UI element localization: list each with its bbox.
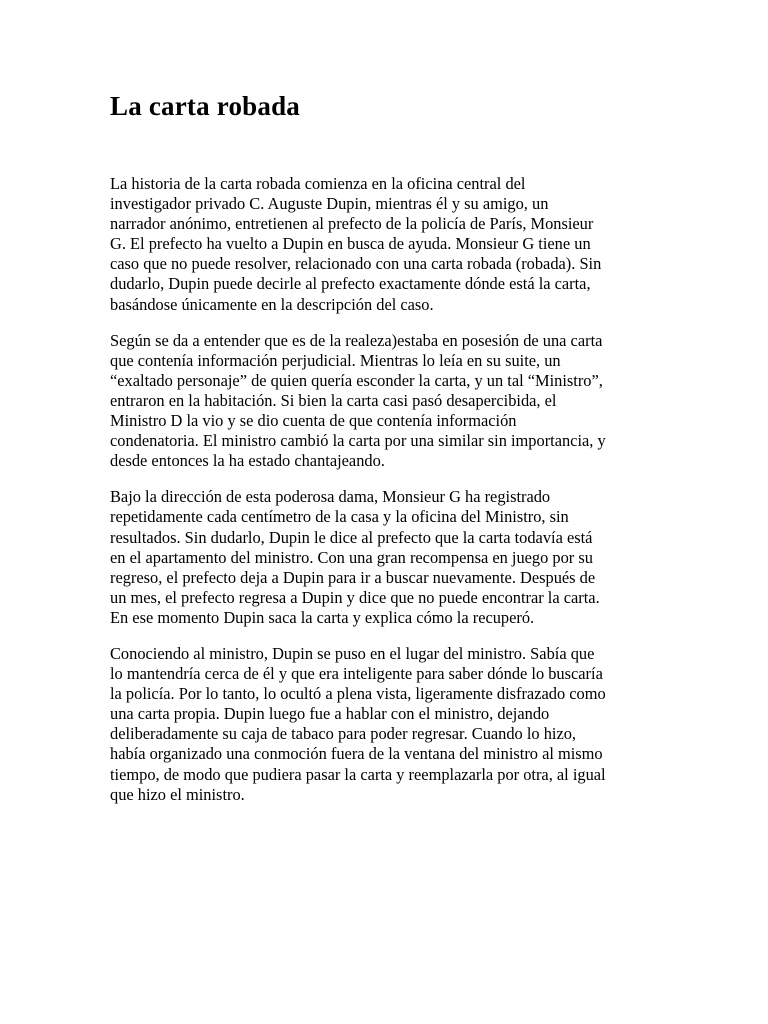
text-line: lo mantendría cerca de él y que era inteligente para saber dónde lo buscaría — [110, 664, 603, 684]
text-line: desde entonces la ha estado chantajeando. — [110, 451, 385, 471]
text-line: dudarlo, Dupin puede decirle al prefecto exactamente dónde está la carta, — [110, 274, 591, 294]
text-line: narrador anónimo, entretienen al prefecto de la policía de París, Monsieur — [110, 214, 594, 234]
text-line: G. El prefecto ha vuelto a Dupin en busca de ayuda. Monsieur G tiene un — [110, 234, 591, 254]
paragraph-4 — [110, 644, 670, 805]
text-line: basándose únicamente en la descripción del caso. — [110, 294, 434, 314]
text-line: Conociendo al ministro, Dupin se puso en el lugar del ministro. Sabía que — [110, 643, 595, 663]
text-line: condenatoria. El ministro cambió la carta por una similar sin importancia, y — [110, 431, 606, 451]
paragraph-3 — [110, 487, 670, 628]
text-line: entraron en la habitación. Si bien la carta casi pasó desapercibida, el — [110, 390, 557, 410]
text-line: investigador privado C. Auguste Dupin, mientras él y su amigo, un — [110, 194, 549, 214]
text-line: En ese momento Dupin saca la carta y explica cómo la recuperó. — [110, 607, 535, 627]
document-title: La carta robada — [110, 91, 300, 121]
text-line: caso que no puede resolver, relacionado con una carta robada (robada). Sin — [110, 254, 602, 274]
text-line: había organizado una conmoción fuera de la ventana del ministro al mismo — [110, 744, 603, 764]
text-line: tiempo, de modo que pudiera pasar la carta y reemplazarla por otra, al igual — [110, 764, 606, 784]
paragraph-2 — [110, 331, 670, 472]
text-line: resultados. Sin dudarlo, Dupin le dice al prefecto que la carta todavía está — [110, 527, 593, 547]
text-line: regreso, el prefecto deja a Dupin para ir a buscar nuevamente. Después de — [110, 567, 596, 587]
text-line: Ministro D la vio y se dio cuenta de que contenía información — [110, 411, 517, 431]
document-page — [110, 88, 670, 821]
text-line: que contenía información perjudicial. Mientras lo leía en su suite, un — [110, 350, 561, 370]
text-line: deliberadamente su caja de tabaco para poder regresar. Cuando lo hizo, — [110, 724, 577, 744]
text-line: Según se da a entender que es de la realeza)estaba en posesión de una carta — [110, 330, 603, 350]
text-line: en el apartamento del ministro. Con una gran recompensa en juego por su — [110, 547, 593, 567]
text-line: “exaltado personaje” de quien quería esconder la carta, y un tal “Ministro”, — [110, 370, 603, 390]
text-line: un mes, el prefecto regresa a Dupin y dice que no puede encontrar la carta. — [110, 587, 600, 607]
text-line: repetidamente cada centímetro de la casa y la oficina del Ministro, sin — [110, 507, 569, 527]
paragraph-1 — [110, 174, 670, 315]
text-line: una carta propia. Dupin luego fue a hablar con el ministro, dejando — [110, 704, 550, 724]
text-line: que hizo el ministro. — [110, 784, 245, 804]
text-line: La historia de la carta robada comienza en la oficina central del — [110, 174, 526, 193]
text-line: Bajo la dirección de esta poderosa dama, Monsieur G ha registrado — [110, 487, 551, 507]
text-line: la policía. Por lo tanto, lo ocultó a plena vista, ligeramente disfrazado como — [110, 684, 606, 704]
